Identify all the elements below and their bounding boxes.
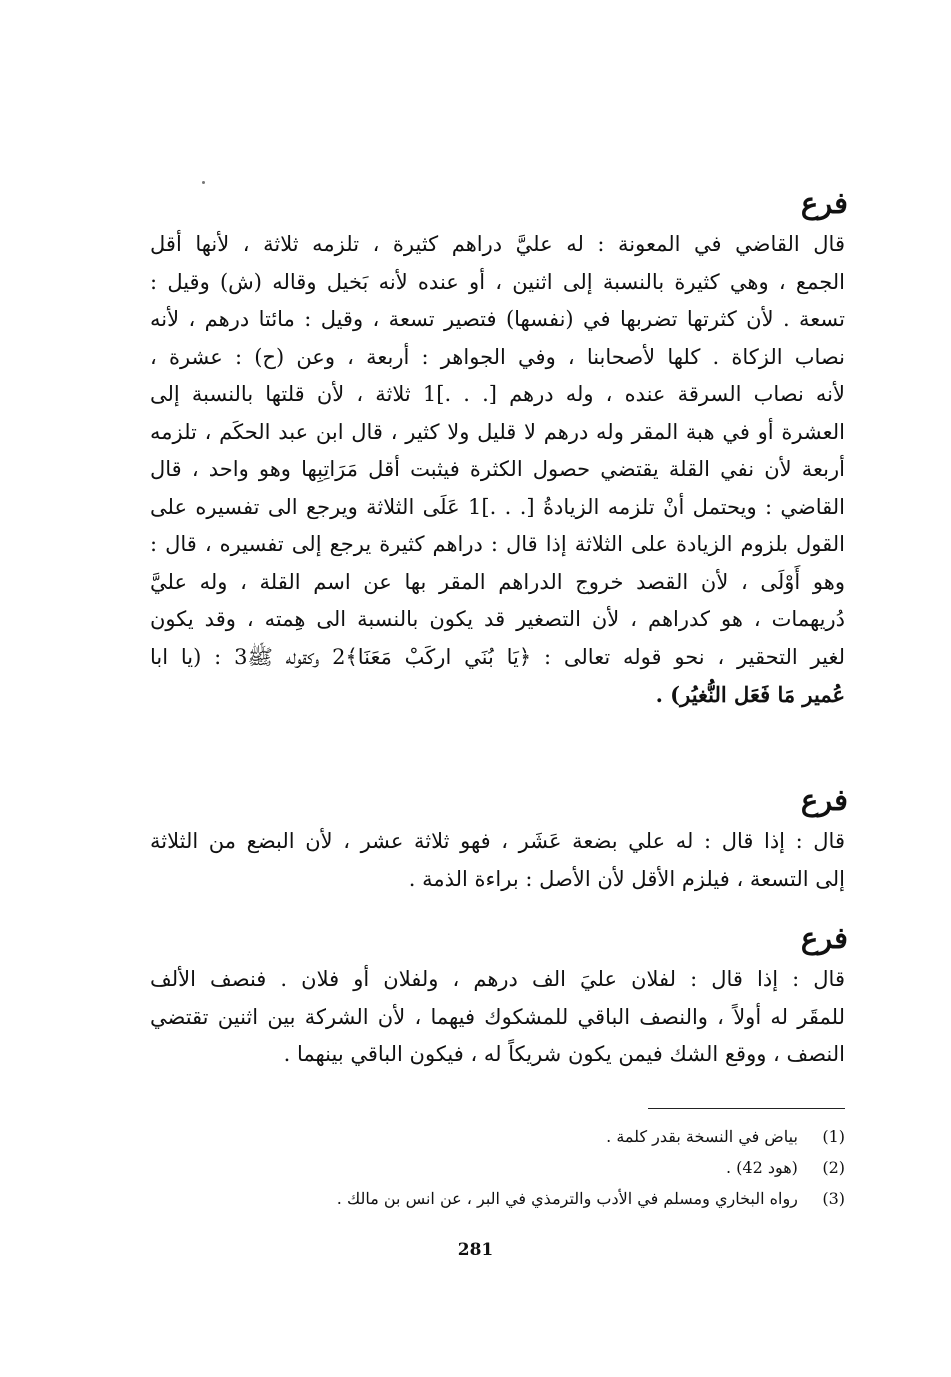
body-line: الجمع ، وهي كثيرة بالنسبة إلى اثنين ، أو عنده لأنه بَخيل وقاله (ش) وقيل : — [150, 269, 845, 294]
body-line: نصاب الزكاة . كلها لأصحابنا ، وفي الجواهر : أربعة ، وعن (ح) : عشرة ، — [150, 344, 845, 369]
section-heading-3: فرع — [800, 921, 848, 955]
section-body-3 — [150, 961, 845, 1074]
body-line: القاضي : ويحتمل أنْ تلزمه الزيادةُ [. . .]1 عَلَى الثلاثة ويرجع الى تفسيره على — [150, 494, 845, 519]
footnote-3 — [150, 1183, 845, 1214]
body-line: قال : إذا قال : له علي بضعة عَشَر ، فهو ثلاثة عشر ، لأن البضع من الثلاثة — [150, 829, 845, 853]
footnote-text: رواه البخاري ومسلم في الأدب والترمذي في البر ، عن انس بن مالك . — [336, 1189, 798, 1208]
body-line: لأنه نصاب السرقة عنده ، وله درهم [. . .]1 ثلاثة ، لأن قلتها بالنسبة إلى — [150, 382, 845, 406]
footnote-separator — [648, 1108, 845, 1109]
footnote-1 — [150, 1121, 845, 1152]
body-line: للمقَر له أولاً ، والنصف الباقي للمشكوك فيهما ، لأن الشركة بين اثنين تقتضي — [150, 1004, 845, 1029]
body-line: عُمير مَا فَعَل النُّغيُر) . — [655, 682, 845, 707]
footnote-number: (1) — [822, 1127, 845, 1146]
body-line: دُريهمات ، هو كدراهم ، لأن التصغير قد يكون بالنسبة الى هِمته ، وقد يكون — [150, 607, 845, 631]
section-body-1 — [150, 226, 845, 714]
body-line: إلى التسعة ، فيلزم الأقل لأن الأصل : براءة الذمة . — [408, 866, 845, 891]
footnote-number: (2) — [822, 1158, 845, 1177]
footnote-2 — [150, 1152, 845, 1183]
body-line: النصف ، ووقع الشك فيمن يكون شريكاً له ، فيكون الباقي بينهما . — [283, 1042, 845, 1066]
section-heading-1: فرع — [800, 186, 848, 220]
body-line: قال القاضي في المعونة : له عليَّ دراهم كثيرة ، تلزمه ثلاثة ، لأنها أقل — [150, 232, 845, 256]
footnote-number: (3) — [822, 1189, 845, 1208]
body-line: لغير التحقير ، نحو قوله تعالى : ﴿يَا بُنَي اركَبْ مَعَنَا﴾2 وكقوله ﷺ3 : (يا ابا — [150, 644, 845, 669]
footnote-text: (هود 42) . — [725, 1158, 798, 1177]
section-heading-2: فرع — [800, 783, 848, 817]
scan-speck — [202, 181, 205, 184]
body-line: القول بلزوم الزيادة على الثلاثة إذا قال : دراهم كثيرة يرجع إلى تفسيره ، قال : — [150, 532, 845, 556]
body-line: وهو أَوْلَى ، لأن القصد خروج الدراهم المقر بها عن اسم القلة ، وله عليَّ — [150, 569, 845, 594]
section-body-2 — [150, 823, 845, 898]
page-number: 281 — [457, 1240, 494, 1260]
footnote-text: بياض في النسخة بقدر كلمة . — [606, 1127, 798, 1146]
body-line: أربعة لأن نفي القلة يقتضي حصول الكثرة فيثبت أقل مَرَاتِبِها وهو واحد ، قال — [150, 457, 845, 481]
body-line: العشرة أو في هبة المقر وله درهم لا قليل ولا كثير ، قال ابن عبد الحكَم ، تلزمه — [150, 419, 845, 444]
body-line: قال : إذا قال : لفلان عليَ الف درهم ، ولفلان أو فلان . فنصف الألف — [150, 967, 845, 991]
footnotes — [150, 1121, 845, 1214]
body-line: تسعة . لأن كثرتها تضربها في (نفسها) فتصير تسعة ، وقيل : مائتا درهم ، لأنه — [150, 307, 845, 331]
